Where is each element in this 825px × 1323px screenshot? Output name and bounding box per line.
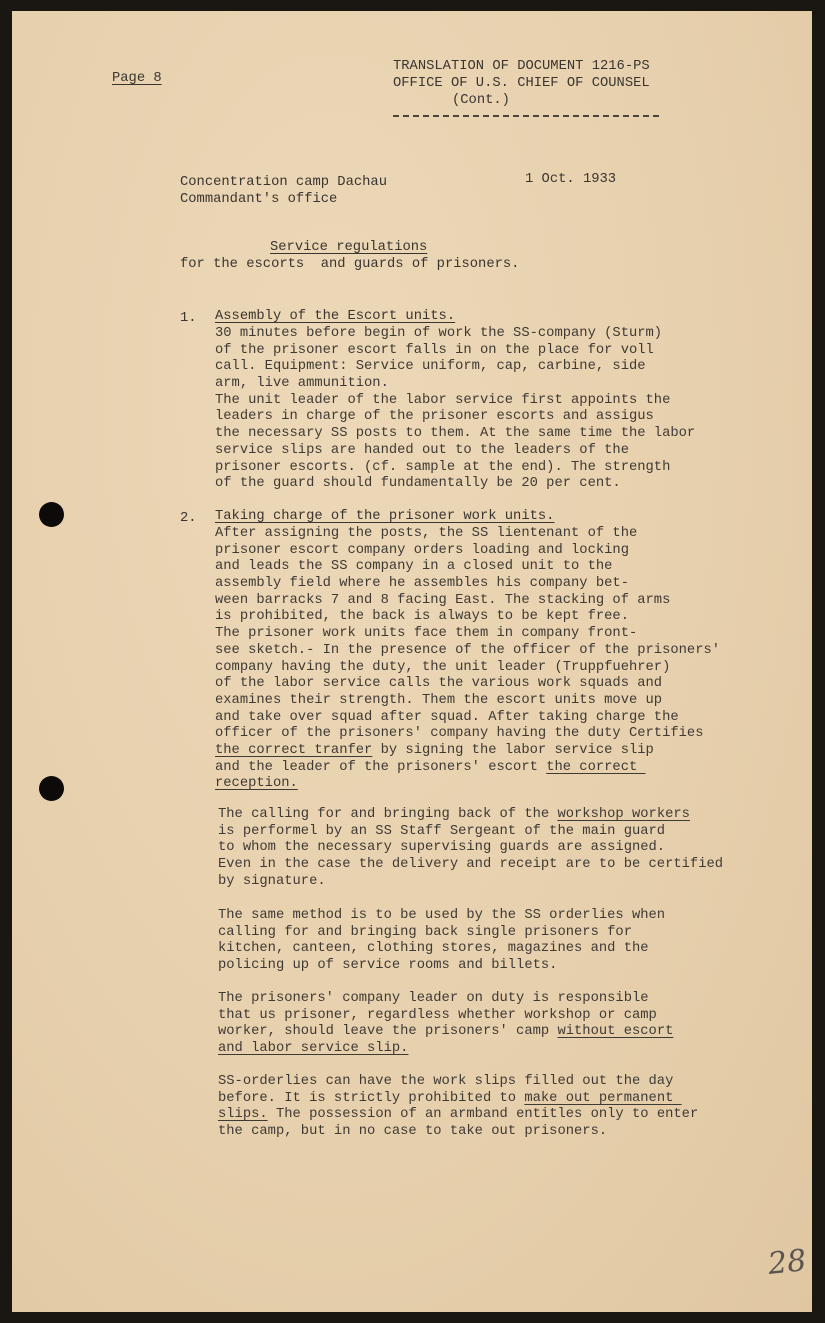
text-line xyxy=(215,660,720,677)
text-line xyxy=(215,609,720,626)
text-line xyxy=(218,1074,698,1091)
text-line xyxy=(218,908,665,925)
header-line-cont: (Cont.) xyxy=(452,93,510,108)
sender-line-camp: Concentration camp Dachau xyxy=(180,175,387,190)
text-segment: SS-orderlies can have the work slips filled out the day xyxy=(218,1074,674,1089)
text-line xyxy=(215,726,720,743)
text-segment: arm, live ammunition. xyxy=(215,376,389,392)
text-line xyxy=(218,1107,698,1124)
text-segment: before. It is strictly prohibited to xyxy=(218,1090,525,1106)
text-segment: to whom the necessary supervising guards are assigned. xyxy=(218,840,666,856)
header-line-office: OFFICE OF U.S. CHIEF OF COUNSEL xyxy=(393,76,650,91)
underlined-text: workshop workers xyxy=(557,807,690,822)
text-segment: and leads the SS company in a closed unit to the xyxy=(215,559,613,575)
text-segment: see sketch.- In the presence of the officer of the prisoners' xyxy=(215,642,721,658)
text-segment: Even in the case the delivery and receipt are to be certified xyxy=(218,857,724,873)
text-segment: is performel by an SS Staff Sergeant of the main guard xyxy=(218,823,666,839)
text-line xyxy=(218,807,723,824)
underlined-text: reception. xyxy=(215,776,298,792)
text-segment: leaders in charge of the prisoner escorts and assigus xyxy=(215,409,654,425)
text-line xyxy=(215,676,720,693)
text-segment: by signing the labor service slip xyxy=(372,742,654,758)
section-number: 2. xyxy=(180,511,197,526)
text-line xyxy=(215,693,720,710)
text-line xyxy=(215,593,720,610)
underlined-text: and labor service slip. xyxy=(218,1041,409,1057)
text-segment: ween barracks 7 and 8 facing East. The stacking of arms xyxy=(215,592,671,608)
section-heading: Taking charge of the prisoner work units. xyxy=(215,509,555,524)
text-line xyxy=(215,643,720,660)
paragraph-work-slips xyxy=(218,1074,698,1141)
header-line-translation: TRANSLATION OF DOCUMENT 1216-PS xyxy=(393,59,650,74)
section-heading: Assembly of the Escort units. xyxy=(215,309,456,324)
text-segment: kitchen, canteen, clothing stores, magazines and the xyxy=(218,941,649,957)
text-segment: assembly field where he assembles his company bet- xyxy=(215,576,629,592)
text-segment: of the prisoner escort falls in on the place for voll xyxy=(215,342,654,358)
text-segment: After assigning the posts, the SS lientenant of the xyxy=(215,526,638,541)
text-line xyxy=(215,460,695,477)
text-line xyxy=(218,991,673,1008)
paragraph-ss-orderlies-method xyxy=(218,908,665,975)
text-line xyxy=(218,1124,698,1141)
underlined-text: the correct xyxy=(546,759,646,775)
text-line xyxy=(215,559,720,576)
text-line xyxy=(215,543,720,560)
text-segment: is prohibited, the back is always to be kept free. xyxy=(215,609,629,625)
text-line xyxy=(218,857,723,874)
section-number: 1. xyxy=(180,311,197,326)
text-segment: The prisoner work units face them in company front- xyxy=(215,626,638,642)
text-segment: the necessary SS posts to them. At the same time the labor xyxy=(215,426,696,442)
text-line xyxy=(215,476,695,493)
text-segment: The unit leader of the labor service first appoints the xyxy=(215,392,671,408)
text-segment: and the leader of the prisoners' escort xyxy=(215,759,547,775)
text-line xyxy=(218,1024,673,1041)
text-line xyxy=(215,393,695,410)
text-segment: and take over squad after squad. After taking charge the xyxy=(215,709,679,725)
underlined-text: make out permanent xyxy=(524,1090,682,1106)
text-line xyxy=(218,941,665,958)
text-segment: The calling for and bringing back of the xyxy=(218,807,558,822)
punch-hole xyxy=(39,776,64,801)
text-line xyxy=(218,958,665,975)
document-title: Service regulations xyxy=(270,240,428,255)
header-divider xyxy=(393,115,659,117)
text-line xyxy=(218,925,665,942)
sender-line-office: Commandant's office xyxy=(180,192,338,207)
text-segment: examines their strength. Them the escort units move up xyxy=(215,692,663,708)
text-line xyxy=(215,409,695,426)
text-segment: The prisoners' company leader on duty is responsible xyxy=(218,991,649,1006)
text-segment: of the labor service calls the various work squads and xyxy=(215,676,663,692)
text-line xyxy=(218,840,723,857)
text-line xyxy=(215,326,695,343)
text-line xyxy=(218,874,723,891)
text-line xyxy=(215,343,695,360)
text-line xyxy=(215,426,695,443)
text-line xyxy=(215,376,695,393)
underlined-text: without escort xyxy=(557,1024,674,1040)
section-1-body xyxy=(215,326,695,493)
text-line xyxy=(215,359,695,376)
text-segment: prisoner escorts. (cf. sample at the end). The strength xyxy=(215,459,671,475)
section-2-body xyxy=(215,526,720,793)
text-segment: call. Equipment: Service uniform, cap, carbine, side xyxy=(215,359,646,375)
document-subtitle: for the escorts and guards of prisoners. xyxy=(180,257,520,272)
text-line xyxy=(215,710,720,727)
text-segment: The same method is to be used by the SS orderlies when xyxy=(218,908,666,923)
text-line xyxy=(215,576,720,593)
text-segment: 30 minutes before begin of work the SS-company (Sturm) xyxy=(215,326,663,341)
paragraph-company-leader xyxy=(218,991,673,1058)
text-segment: of the guard should fundamentally be 20 per cent. xyxy=(215,476,621,492)
text-segment: service slips are handed out to the leaders of the xyxy=(215,442,629,458)
text-line xyxy=(215,626,720,643)
text-line xyxy=(215,743,720,760)
page-label: Page 8 xyxy=(112,71,162,86)
text-line xyxy=(218,824,723,841)
document-date: 1 Oct. 1933 xyxy=(525,172,617,187)
text-segment: The possession of an armband entitles only to enter xyxy=(267,1107,699,1123)
underlined-text: the correct tranfer xyxy=(215,742,373,758)
text-segment: worker, should leave the prisoners' camp xyxy=(218,1024,558,1040)
text-line xyxy=(218,1008,673,1025)
text-segment: that us prisoner, regardless whether workshop or camp xyxy=(218,1007,657,1023)
text-line xyxy=(218,1091,698,1108)
text-line xyxy=(215,443,695,460)
text-line xyxy=(215,760,720,777)
text-line xyxy=(218,1041,673,1058)
text-segment: officer of the prisoners' company having the duty Certifies xyxy=(215,726,704,742)
text-segment: company having the duty, the unit leader (Truppfuehrer) xyxy=(215,659,671,675)
text-line xyxy=(215,526,720,543)
punch-hole xyxy=(39,502,64,527)
text-segment: prisoner escort company orders loading and locking xyxy=(215,542,629,558)
text-segment: policing up of service rooms and billets. xyxy=(218,958,558,974)
underlined-text: slips. xyxy=(218,1107,268,1123)
text-segment: the camp, but in no case to take out prisoners. xyxy=(218,1124,608,1140)
paragraph-workshop-workers xyxy=(218,807,723,890)
handwritten-page-number: 28 xyxy=(766,1243,808,1282)
text-segment: calling for and bringing back single prisoners for xyxy=(218,924,632,940)
text-segment: by signature. xyxy=(218,873,326,889)
text-line xyxy=(215,776,720,793)
